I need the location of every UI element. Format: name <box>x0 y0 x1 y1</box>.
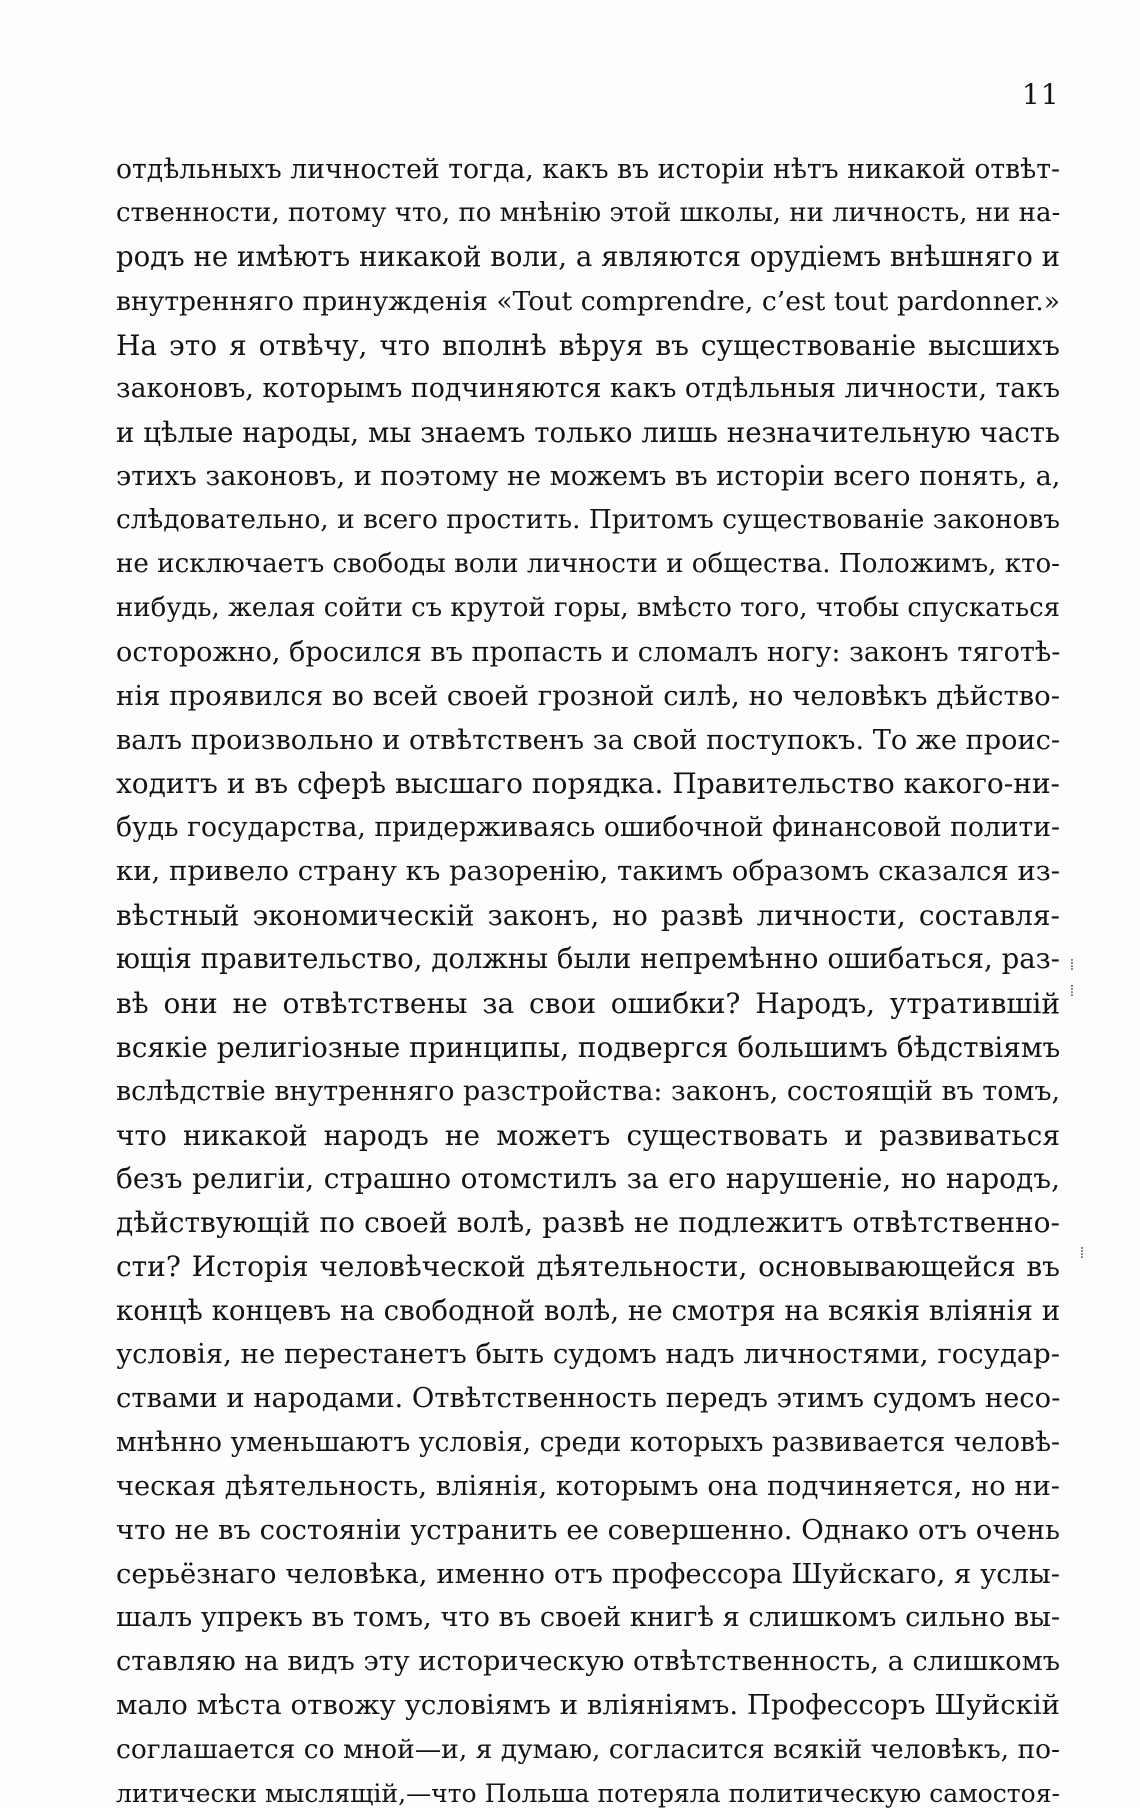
text-line: вслѣдствіе внутренняго разстройства: законъ, состоящій въ томъ, <box>116 1075 1060 1107</box>
text-line: и цѣлые народы, мы знаемъ только лишь незначительную часть <box>116 416 1060 450</box>
text-line: ческая дѣятельность, вліянія, которымъ она подчиняется, но ни- <box>116 1470 1060 1502</box>
text-line: что никакой народъ не можетъ существовать и развиваться <box>116 1118 1060 1152</box>
text-line: вѣстный экономическій законъ, но развѣ личности, составля- <box>116 899 1060 933</box>
text-line: осторожно, бросился въ пропасть и сломалъ ногу: законъ тяготѣ- <box>116 636 1061 668</box>
text-line: слѣдовательно, и всего простить. Притомъ существованіе законовъ <box>116 505 1060 536</box>
text-line: условія, не перестанетъ быть судомъ надъ личностями, государ- <box>116 1338 1060 1371</box>
page-number: 11 <box>1022 78 1060 111</box>
text-line: нія проявился во всей своей грозной силѣ, но человѣкъ дѣйство- <box>116 679 1060 712</box>
text-line: нибудь, желая сойти съ крутой горы, вмѣсто того, чтобы спускаться <box>116 592 1060 623</box>
text-line: что не въ состояніи устранить ее совершенно. Однако отъ очень <box>116 1513 1060 1546</box>
text-line: этихъ законовъ, и поэтому не можемъ въ исторіи всего понять, а, <box>116 461 1061 493</box>
text-line: родъ не имѣютъ никакой воли, а являются орудіемъ внѣшняго и <box>116 240 1060 273</box>
text-line: концѣ концевъ на свободной волѣ, не смотря на всякія вліянія и <box>116 1294 1061 1328</box>
text-line: ки, привело страну къ разоренію, такимъ образомъ сказался из- <box>116 855 1061 888</box>
text-line: ственности, потому что, по мнѣнію этой школы, ни личность, ни на- <box>116 197 1061 228</box>
text-line: шалъ упрекъ въ томъ, что въ своей книгѣ я слишкомъ сильно вы- <box>116 1602 1061 1634</box>
text-line: На это я отвѣчу, что вполнѣ вѣруя въ существованіе высшихъ <box>116 328 1060 362</box>
body-text <box>116 148 1060 1816</box>
text-line: всякіе религіозные принципы, подвергся большимъ бѣдствіямъ <box>116 1030 1061 1064</box>
text-line: отдѣльныхъ личностей тогда, какъ въ исторіи нѣтъ никакой отвѣт- <box>116 154 1060 185</box>
text-line: серьёзнаго человѣка, именно отъ профессора Шуйскаго, я услы- <box>116 1558 1060 1590</box>
margin-mark: ⁞ <box>1069 981 1075 1000</box>
text-line: ствами и народами. Отвѣтственность передъ этимъ судомъ несо- <box>116 1382 1061 1414</box>
text-line: законовъ, которымъ подчиняются какъ отдѣльныя личности, такъ <box>116 373 1060 405</box>
text-line: мало мѣста отвожу условіямъ и вліяніямъ. Профессоръ Шуйскій <box>116 1689 1060 1722</box>
text-line: мнѣнно уменьшаютъ условія, среди которыхъ развивается человѣ- <box>116 1426 1060 1458</box>
text-line: безъ религіи, страшно отомстилъ за его нарушеніе, но народъ, <box>116 1162 1060 1196</box>
margin-mark: ⁞ <box>1069 955 1075 974</box>
text-line: вѣ они не отвѣтствены за свои ошибки? Народъ, утратившій <box>116 986 1060 1020</box>
text-line: ющія правительство, должны были непремѣнно ошибаться, раз- <box>116 943 1060 976</box>
text-line: не исключаетъ свободы воли личности и общества. Положимъ, кто- <box>116 549 1060 580</box>
text-line: ходитъ и въ сферѣ высшаго порядка. Правительство какого-ни- <box>116 767 1060 801</box>
margin-mark: ⁞ <box>1079 1243 1085 1262</box>
text-line: соглашается со мной—и, я думаю, согласится всякій человѣкъ, по- <box>116 1734 1060 1766</box>
text-line: будь государства, придерживаясь ошибочной финансовой полити- <box>116 812 1060 844</box>
text-line: литически мыслящій,—что Польша потеряла политическую самостоя- <box>116 1778 1060 1808</box>
text-line: ставляю на видъ эту историческую отвѣтственность, а слишкомъ <box>116 1646 1060 1678</box>
text-line: сти? Исторія человѣческой дѣятельности, основывающейся въ <box>116 1250 1060 1284</box>
text-line: дѣйствующій по своей волѣ, развѣ не подлежитъ отвѣтственно- <box>116 1206 1060 1240</box>
text-line: валъ произвольно и отвѣтственъ за свой поступокъ. То же проис- <box>116 724 1060 756</box>
text-line: внутренняго принужденія «Tout comprendre, c’est tout pardonner.» <box>116 285 1060 317</box>
